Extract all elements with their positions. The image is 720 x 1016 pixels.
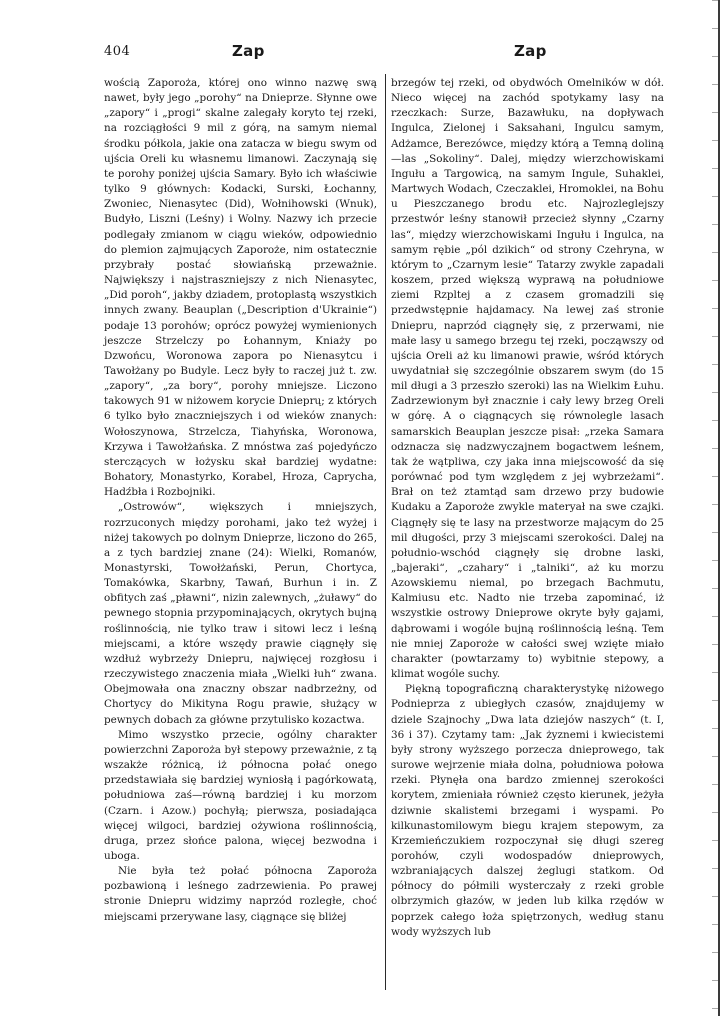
page-header <box>0 40 720 64</box>
column-divider <box>385 74 386 990</box>
running-headword-right: Zap <box>514 42 547 60</box>
paragraph: Nie była też połać północna Zaporoża pozbawioną i leśnego zadrzewienia. Po prawej stronie Dniepru widzimy naprzód rozległe, choć miejscami przerywane lasy, ciągnące się bliżej <box>104 865 377 923</box>
paragraph: Piękną topograficzną charakterystykę niżowego Podnieprza z ubiegłych czasów, znajdujemy w dziele Szajnochy „Dwa lata dziejów naszych“ (t. I, 36 i 37). Czytamy tam: „Jak żyznemi i kwiecistemi były strony wyższego porzecza dnieprowego, tak surowe wejrzenie miała dolna, południowa połowa rzeki. Płynęła ona bardzo zmiennej szerokości korytem, zmieniała również często kierunek, jeżyła dziwnie skalistemi brzegami i wyspami. Po kilkunastomilowym biegu krajem stepowym, za Krzemieńczukiem rozpoczynał się długi szereg porohów, czyli wodospadów dnieprowych, wzbraniających dalszej żeglugi statkom. Od północy do półmili wysterczały z rzeki groble olbrzymich głazów, w jeden lub kilka rzędów w poprzek całego łoża spiętrzonych, według stanu wody wyższych lub <box>391 683 664 938</box>
paragraph: „Ostrowów“, większych i mniejszych, rozrzuconych między porohami, jako też wyżej i niżej takowych po dolnym Dnieprze, liczono do 265, a z tych bardziej znane (24): Wielki, Romanów, Monastyrski, Towołżański, Perun, Chortyca, Tomakówka, Skarbny, Tawań, Burhun i in. Z obfitych zaś „pławni“, nizin zalewnych, „żuławy“ do pewnego stopnia przypominających, okrytych bujną roślinnością, nie tylko traw i sitowi lecz i leśną miejscami, a które wszędy prawie ciągnęły się wzdłuż wybrzeży Dniepru, najwięcej rozgłosu i rzeczywistego znaczenia miała „Wielki łuh“ zwana. Obejmowała ona znaczny obszar nadbrzeżny, od Chortycy do Mikityna Rogu prawie, służący w pewnych dobach za główne przytulisko kozactwa. <box>104 501 377 726</box>
paragraph: brzegów tej rzeki, od obydwóch Omelników w dół. Nieco więcej na zachód spotykamy lasy na rzeczkach: Surze, Bazawłuku, na dopływach Ingulca, Zielonej i Saksahani, Ingulcu samym, Adżamce, Berezówce, między którą a Temną doliną—las „Sokoliny“. Dalej, między wierzchowiskami Ingułu a Targowicą, na samym Ingule, Suhaklei, Martwych Wodach, Czeczaklei, Hromoklei, na Bohu u Pieszczanego brodu etc. Najrozleglejszy przestwór leśny stanowił przecież słynny „Czarny las“, między wierzchowiskami Ingułu i Ingulca, na samym rębie „pól dzikich“ od strony Czehryna, w którym to „Czarnym lesie“ Tatarzy zwykle zapadali koszem, przed większą wyprawą na południowe ziemi Rzpltej a z czasem gromadzili się przedwstępnie hajdamacy. Na lewej zaś stronie Dniepru, naprzód ciągnęły się, z przerwami, nie małe lasy u samego brzegu tej rzeki, począwszy od ujścia Oreli aż ku limanowi prawie, wśród których uwydatniał się szczególnie obszarem swym (do 15 mil długi a 3 przeszło szeroki) las na Wielkim Łuhu. Zadrzewionym był znacznie i cały lewy brzeg Oreli w górę. A o ciągnących się równolegle lasach samarskich Beauplan jeszcze pisał: „rzeka Samara odznacza się nadzwyczajnem bogactwem leśnem, tak że wątpliwa, czy jaka inna miejscowość da się porównać pod tym względem z jej wybrzeżami“. Brał on też ztamtąd sam drzewo przy budowie Kudaku a Zaporoże zwykle materyał na swe czajki. Ciągnęły się te lasy na przestworze mającym do 25 mil długości, przy 3 miejscami szerokości. Dalej na południo-wschód ciągnęły się drobne laski, „bajeraki“, „czahary“ i „talniki“, aż ku morzu Azowskiemu niemal, po brzegach Bachmutu, Kalmiusu etc. Nadto nie trzeba zapominać, iż wszystkie ostrowy Dnieprowe okryte były gajami, dąbrowami i wogóle bujną roślinnością leśną. Tem nie mniej Zaporoże w całości swej wzięte miało charakter (powtarzamy to) wybitnie stepowy, a klimat wogóle suchy. <box>391 77 664 681</box>
text-column-left <box>104 76 377 925</box>
page-number: 404 <box>104 44 131 59</box>
text-column-right <box>391 76 664 940</box>
running-headword-left: Zap <box>232 42 265 60</box>
paragraph: wością Zaporoża, której ono winno nazwę swą nawet, były jego „porohy“ na Dnieprze. Słynne owe „zapory“ i „progi“ skalne zalegały koryto tej rzeki, na rozciągłości 9 mil z górą, na samym niemal środku półkola, jakie ona zatacza w biegu swym od ujścia Oreli ku własnemu limanowi. Zaczynają się te porohy poniżej ujścia Samary. Było ich właściwie tylko 9 głównych: Kodacki, Surski, Łochanny, Zwoniec, Nienasytec (Did), Wołnihowski (Wnuk), Budyło, Liszni (Leśny) i Wolny. Nazwy ich przecie podlegały zmianom w ciągu wieków, odpowiednio do plemion zajmujących Zaporoże, nim ostatecznie przybrały postać słowiańską przeważnie. Największy i najstraszniejszy z nich Nienasytec, „Did poroh“, jakby dziadem, protoplastą wszystkich innych zwany. Beauplan („Description d'Ukrainie“) podaje 13 porohów; oprócz powyżej wymienionych jeszcze Strzelczy po Łohannym, Kniaży po Dzwońcu, Woronowa zapora po Nienasytcu i Tawołżany po Budyle. Lecz były to raczej już t. zw. „zapory“, „za bory“, porohy mniejsze. Liczono takowych 91 w niżowem korycie Dnieprų; z których 6 tylko było znaczniejszych i od wieków znanych: Wołoszynowa, Strzelcza, Tiahyńska, Woronowa, Krzywa i Tawołżańska. Z mnóstwa zaś pojedyńczo sterczących w łożysku skał bardziej wydatne: Bohatory, Monastyrko, Korabel, Hroza, Caprycha, Hadźbła i Rozbojniki. <box>104 77 377 499</box>
paragraph: Mimo wszystko przecie, ogólny charakter powierzchni Zaporoża był stepowy przeważnie, z tą wszakże różnicą, iż północna połać onego przedstawiała się bardziej wyniosłą i pagórkowatą, południowa zaś—równą bardziej i ku morzom (Czarn. i Azow.) pochyłą; pierwsza, posiadająca więcej wilgoci, bardziej ożywiona roślinnością, druga, przez słońce palona, więcej bezwodna i uboga. <box>104 728 377 862</box>
